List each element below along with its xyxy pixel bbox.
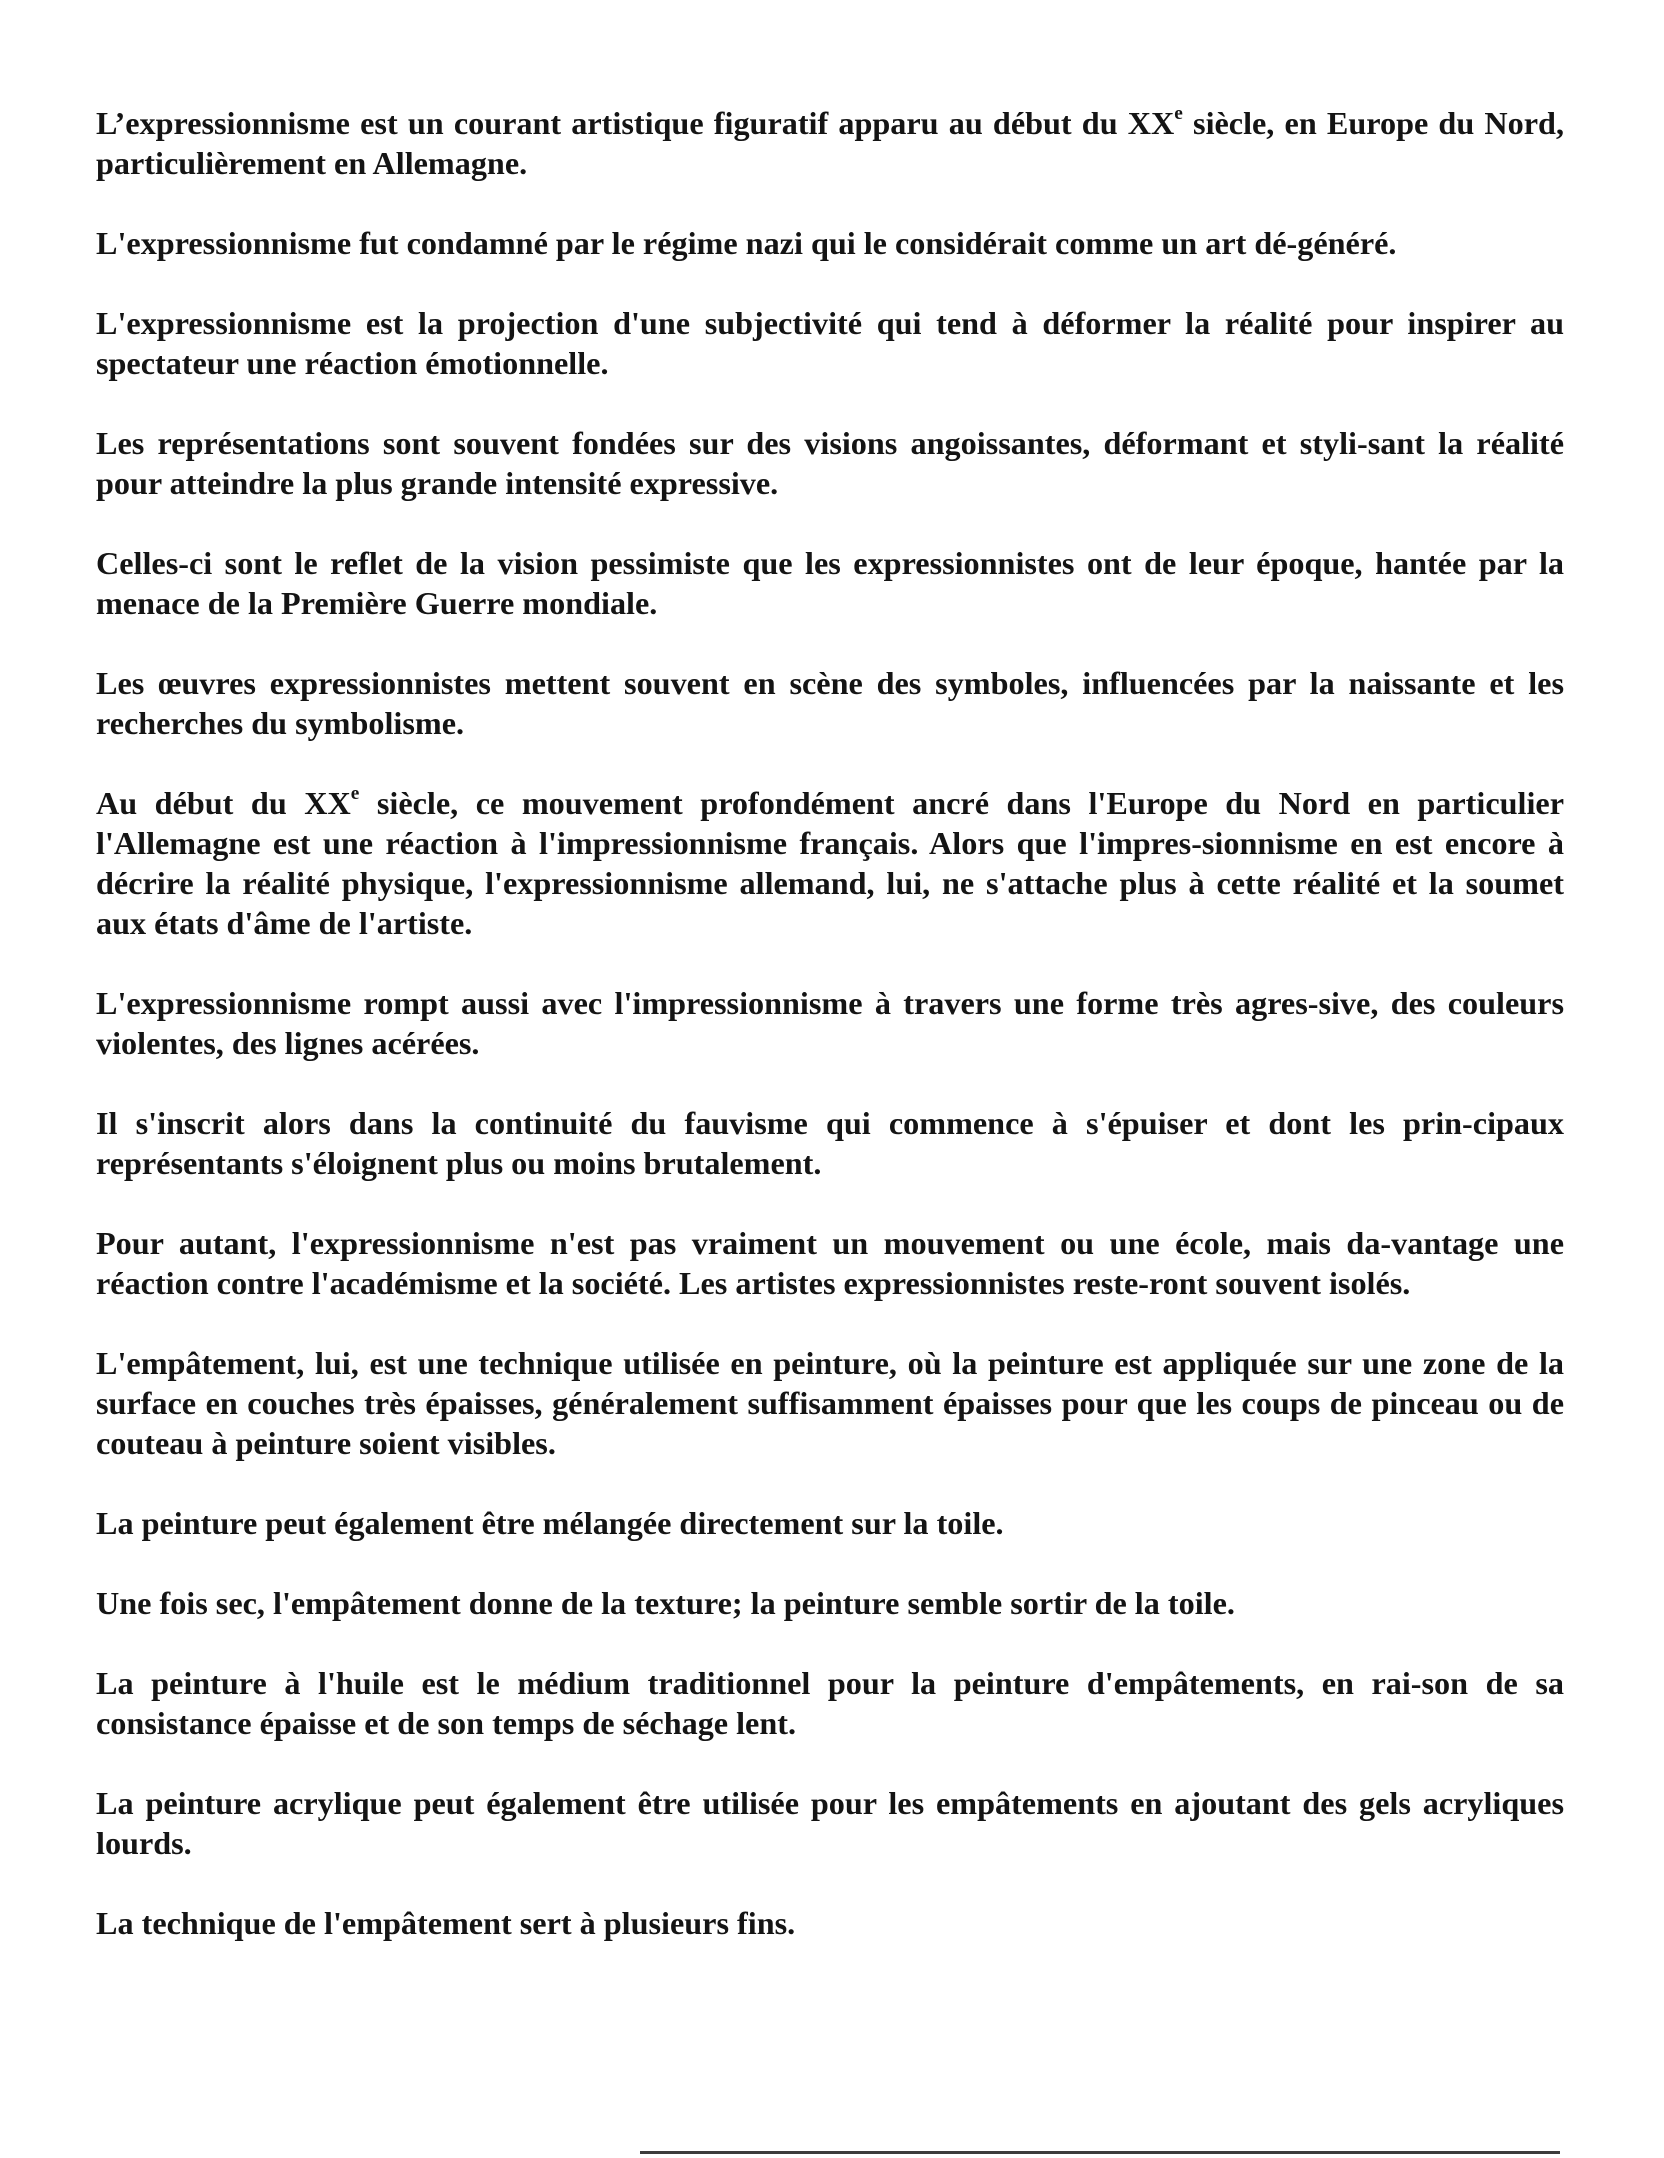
- superscript: e: [1174, 103, 1183, 125]
- paragraph-12: [96, 1503, 1564, 1543]
- paragraph-5: [96, 543, 1564, 623]
- text-span: La peinture acrylique peut également être utilisée pour les empâtements en ajoutant des gels acryliques lourds.: [96, 1785, 1564, 1861]
- text-span: Au début du XX: [96, 785, 351, 821]
- paragraph-13: [96, 1583, 1564, 1623]
- paragraph-3: [96, 303, 1564, 383]
- paragraph-9: [96, 1103, 1564, 1183]
- text-span: L'empâtement, lui, est une technique utilisée en peinture, où la peinture est appliquée sur une zone de la surface en couches très épaisses, généralement suffisamment épaisses pour que les coups de pinceau ou de couteau à peinture soient visibles.: [96, 1345, 1564, 1461]
- paragraph-1: [96, 103, 1564, 183]
- text-span: L'expressionnisme est la projection d'une subjectivité qui tend à déformer la réalité pour inspirer au spectateur une réaction émotionnelle.: [96, 305, 1564, 381]
- text-span: L'expressionnisme rompt aussi avec l'impressionnisme à travers une forme très agres-sive, des couleurs violentes, des lignes acérées.: [96, 985, 1564, 1061]
- bottom-rule: [640, 2151, 1560, 2154]
- paragraph-14: [96, 1663, 1564, 1743]
- text-span: L’expressionnisme est un courant artistique figuratif apparu au début du XX: [96, 105, 1175, 141]
- paragraph-15: [96, 1783, 1564, 1863]
- text-span: siècle, ce mouvement profondément ancré dans l'Europe du Nord en particulier l'Allemagne est une réaction à l'impressionnisme français. Alors que l'impres-sionnisme en est encore à décrire la réalité physique, l'expressionnisme allemand, lui, ne s'attache plus à cette réalité et la soumet aux états d'âme de l'artiste.: [96, 785, 1564, 941]
- superscript: e: [350, 783, 360, 805]
- paragraph-7: [96, 783, 1564, 943]
- paragraph-11: [96, 1343, 1564, 1463]
- text-span: La peinture peut également être mélangée directement sur la toile.: [96, 1505, 1004, 1541]
- text-span: Pour autant, l'expressionnisme n'est pas vraiment un mouvement ou une école, mais da-vantage une réaction contre l'académisme et la société. Les artistes expressionnistes reste-ront souvent isolés.: [96, 1225, 1564, 1301]
- text-span: Il s'inscrit alors dans la continuité du fauvisme qui commence à s'épuiser et dont les prin-cipaux représentants s'éloignent plus ou moins brutalement.: [96, 1105, 1564, 1181]
- paragraph-6: [96, 663, 1564, 743]
- paragraph-4: [96, 423, 1564, 503]
- document-body: [96, 103, 1564, 1943]
- paragraph-10: [96, 1223, 1564, 1303]
- text-span: Les œuvres expressionnistes mettent souvent en scène des symboles, influencées par la naissante et les recherches du symbolisme.: [96, 665, 1564, 741]
- text-span: La peinture à l'huile est le médium traditionnel pour la peinture d'empâtements, en rai-son de sa consistance épaisse et de son temps de séchage lent.: [96, 1665, 1564, 1741]
- text-span: Une fois sec, l'empâtement donne de la texture; la peinture semble sortir de la toile.: [96, 1585, 1235, 1621]
- paragraph-2: [96, 223, 1564, 263]
- text-span: La technique de l'empâtement sert à plusieurs fins.: [96, 1905, 796, 1941]
- text-span: Les représentations sont souvent fondées sur des visions angoissantes, déformant et styli-sant la réalité pour atteindre la plus grande intensité expressive.: [96, 425, 1564, 501]
- text-span: Celles-ci sont le reflet de la vision pessimiste que les expressionnistes ont de leur époque, hantée par la menace de la Première Guerre mondiale.: [96, 545, 1564, 621]
- text-span: L'expressionnisme fut condamné par le régime nazi qui le considérait comme un art dé-généré.: [96, 225, 1397, 261]
- text-span: siècle, en Europe du Nord, particulièrement en Allemagne.: [96, 105, 1564, 181]
- paragraph-16: [96, 1903, 1564, 1943]
- paragraph-8: [96, 983, 1564, 1063]
